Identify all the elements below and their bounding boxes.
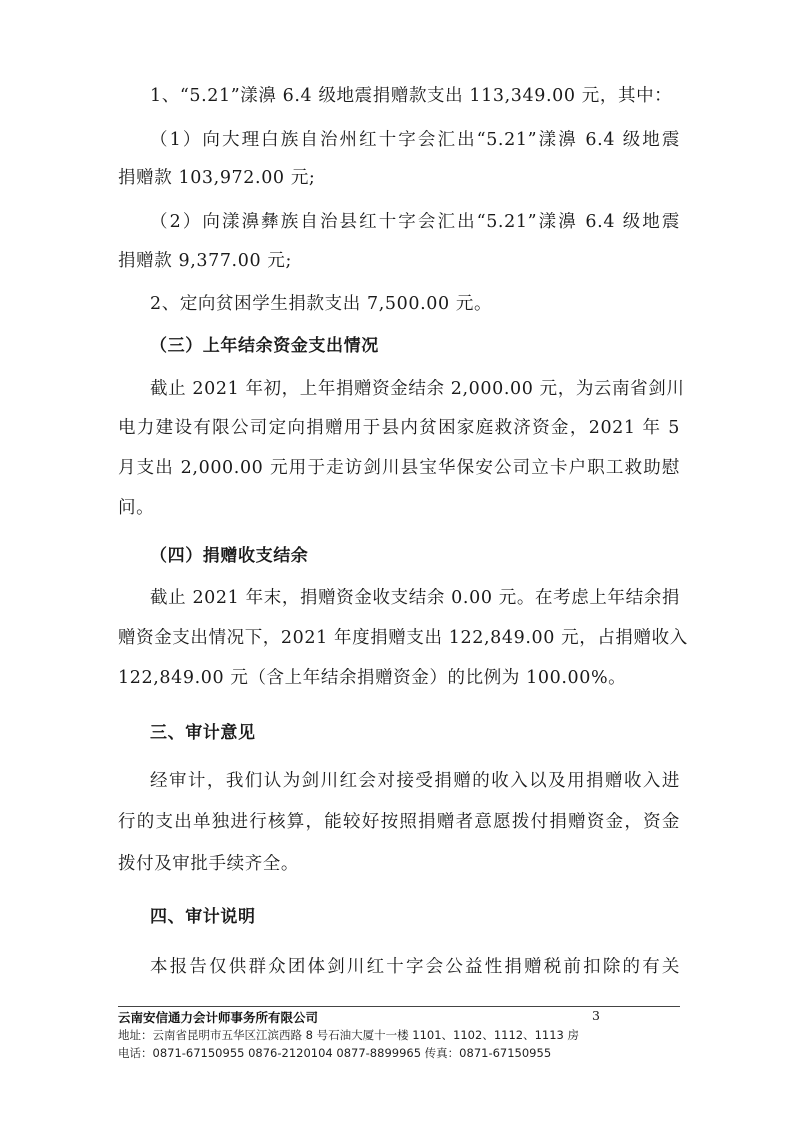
paragraph-7-line-3: 拨付及审批手续齐全。 (118, 854, 299, 874)
footer-address: 地址：云南省昆明市五华区江滨西路 8 号石油大厦十一楼 1101、1102、1112、1113 房 (118, 1028, 580, 1042)
heading-audit-notes: 四、审计说明 (150, 907, 256, 927)
heading-audit-opinion: 三、审计意见 (150, 723, 256, 743)
paragraph-5-line-1: 截止 2021 年初，上年捐赠资金结余 2,000.00 元，为云南省剑川 (150, 379, 685, 399)
footer-phone: 电话：0871-67150955 0876-2120104 0877-8899965 传真：0871-67150955 (118, 1046, 552, 1060)
paragraph-8-line-1: 本报告仅供群众团体剑川红十字会公益性捐赠税前扣除的有关 (150, 957, 680, 977)
footer-company-name: 云南安信通力会计师事务所有限公司 (118, 1010, 319, 1025)
page-number: 3 (592, 1008, 600, 1023)
paragraph-3-line-1: （2）向漾濞彝族自治县红十字会汇出“5.21”漾濞 6.4 级地震 (150, 212, 680, 232)
paragraph-6-line-3: 122,849.00 元（含上年结余捐赠资金）的比例为 100.00%。 (118, 668, 627, 688)
paragraph-7-line-1: 经审计，我们认为剑川红会对接受捐赠的收入以及用捐赠收入进 (150, 771, 680, 791)
footer-divider (118, 1006, 680, 1007)
heading-section-3: （三）上年结余资金支出情况 (150, 336, 379, 356)
paragraph-3-line-2: 捐赠款 9,377.00 元; (118, 251, 292, 271)
paragraph-5-line-4: 问。 (118, 498, 155, 518)
paragraph-5-line-3: 月支出 2,000.00 元用于走访剑川县宝华保安公司立卡户职工救助慰 (118, 458, 680, 478)
paragraph-1: 1、“5.21”漾濞 6.4 级地震捐赠款支出 113,349.00 元，其中： (150, 86, 673, 106)
heading-section-4: （四）捐赠收支结余 (150, 546, 309, 566)
paragraph-6-line-1: 截止 2021 年末，捐赠资金收支结余 0.00 元。在考虑上年结余捐 (150, 588, 680, 608)
paragraph-2-line-1: （1）向大理白族自治州红十字会汇出“5.21”漾濞 6.4 级地震 (150, 130, 680, 150)
paragraph-2-line-2: 捐赠款 103,972.00 元; (118, 168, 316, 188)
paragraph-7-line-2: 行的支出单独进行核算，能较好按照捐赠者意愿拨付捐赠资金，资金 (118, 812, 680, 832)
paragraph-6-line-2: 赠资金支出情况下，2021 年度捐赠支出 122,849.00 元，占捐赠收入 (118, 628, 688, 648)
paragraph-4: 2、定向贫困学生捐款支出 7,500.00 元。 (150, 294, 493, 314)
paragraph-5-line-2: 电力建设有限公司定向捐赠用于县内贫困家庭救济资金，2021 年 5 (118, 418, 680, 438)
